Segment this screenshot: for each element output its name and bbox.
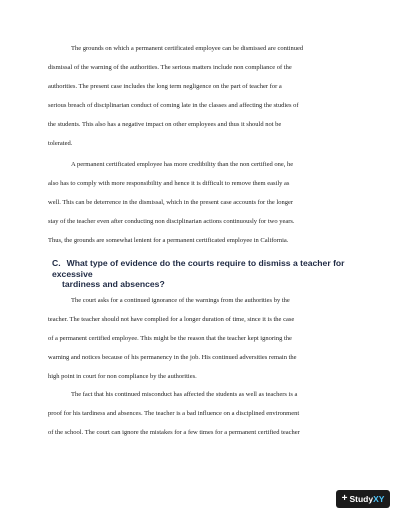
paragraph-line: the students. This also has a negative impact on other employees and thus it should not be <box>48 121 282 129</box>
paragraph-line: The grounds on which a permanent certificated employee can be dismissed are continued <box>71 45 304 52</box>
paragraph-line: proof for his tardiness and absences. The teacher is a bad influence on a disciplined environment <box>48 410 300 418</box>
section-heading <box>52 258 352 290</box>
plus-icon: + <box>341 493 348 504</box>
paragraph-line: The fact that his continued misconduct has affected the students as well as teachers is a <box>71 391 298 398</box>
section-heading-line2: tardiness and absences? <box>62 279 165 289</box>
paragraph-1 <box>48 39 353 154</box>
paragraph-line: stay of the teacher even after conducting non disciplinarian actions continuously for two years. <box>48 218 295 226</box>
paragraph-line: teacher. The teacher should not have complied for a longer duration of time, since it is the case <box>48 316 295 324</box>
paragraph-line: well. This can be deterrence in the dismissal, which in the present case accounts for the longer <box>48 199 293 207</box>
paragraph-4 <box>48 385 353 442</box>
section-heading-line1: What type of evidence do the courts require to dismiss a teacher for excessive <box>52 258 345 279</box>
paragraph-line: The court asks for a continued ignorance of the warnings from the authorities by the <box>71 297 290 304</box>
paragraph-line: A permanent certificated employee has more credibility than the non certified one, he <box>71 161 294 168</box>
studyxy-badge[interactable] <box>336 490 390 508</box>
section-label: C. <box>52 258 61 268</box>
paragraph-3 <box>48 291 353 386</box>
paragraph-line: warning and notices because of his permanency in the job. His continued adversities remain the <box>48 354 297 362</box>
paragraph-line: tolerated. <box>48 140 73 148</box>
paragraph-line: serious breach of disciplinarian conduct of coming late in the classes and affecting the studies of <box>48 102 299 110</box>
paragraph-line: Thus, the grounds are somewhat lenient for a permanent certificated employee in California. <box>48 237 289 245</box>
badge-study-text: Study <box>349 494 374 504</box>
paragraph-line: also has to comply with more responsibility and hence it is difficult to remove them easily as <box>48 180 290 188</box>
paragraph-line: of a permanent certified employee. This might be the reason that the teacher kept ignoring the <box>48 335 292 343</box>
paragraph-line: of the school. The court can ignore the mistakes for a few times for a permanent certified teacher <box>48 429 300 437</box>
paragraph-line: high point in court for non compliance by the authorities. <box>48 373 197 381</box>
paragraph-line: dismissal of the warning of the authorities. The serious matters include non compliance of the <box>48 64 292 72</box>
paragraph-line: authorities. The present case includes the long term negligence on the part of teacher for a <box>48 83 282 91</box>
paragraph-2 <box>48 155 353 250</box>
badge-xy-text: XY <box>373 494 385 504</box>
